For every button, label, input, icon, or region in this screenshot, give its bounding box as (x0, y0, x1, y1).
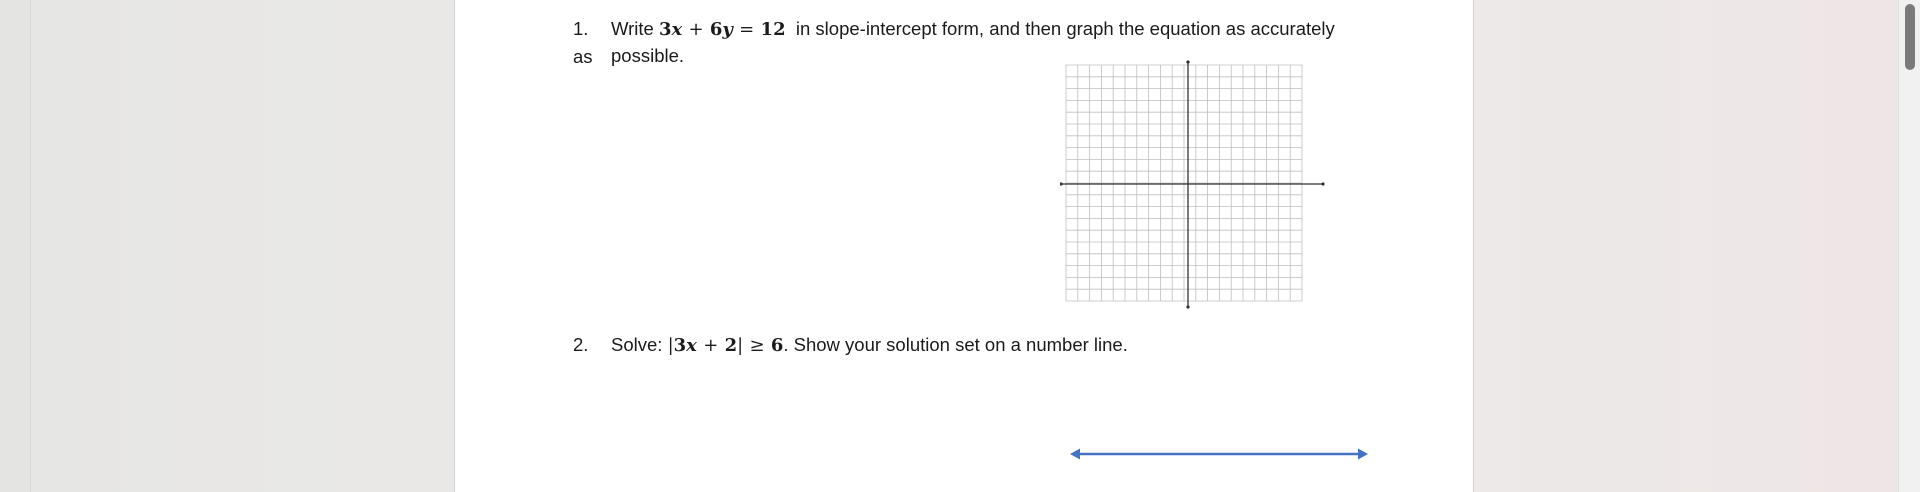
number-line-right-arrow (1358, 449, 1368, 460)
question-1-lead: Write (611, 18, 654, 39)
question-1-text: in slope-intercept form, and then graph the equation as accurately as (573, 18, 1335, 67)
scrollbar-thumb[interactable] (1905, 4, 1915, 70)
vertical-scrollbar[interactable] (1898, 0, 1920, 492)
question-1-number: 1. (573, 18, 589, 39)
question-2-inequality: |3x + 2| ≥ 6 (667, 335, 784, 356)
y-axis-bottom-end (1186, 305, 1189, 308)
question-2-number: 2. (573, 334, 589, 355)
x-axis-left-end (1060, 182, 1063, 185)
question-2-text: . Show your solution set on a number line. (783, 334, 1128, 355)
coordinate-grid (1060, 58, 1330, 319)
number-line (1070, 444, 1370, 469)
x-axis-right-end (1321, 182, 1324, 185)
document-page (454, 0, 1474, 492)
number-line-left-arrow (1070, 449, 1080, 460)
y-axis-top-end (1186, 60, 1189, 63)
question-2-lead: Solve: (611, 334, 663, 355)
question-1-equation: 3x + 6y = 12 (658, 19, 786, 40)
question-2 (573, 331, 1273, 359)
number-line-svg (1070, 444, 1370, 464)
coordinate-grid-svg (1060, 58, 1330, 314)
left-margin-strip (0, 0, 31, 492)
question-1-continuation: possible. (611, 45, 685, 66)
